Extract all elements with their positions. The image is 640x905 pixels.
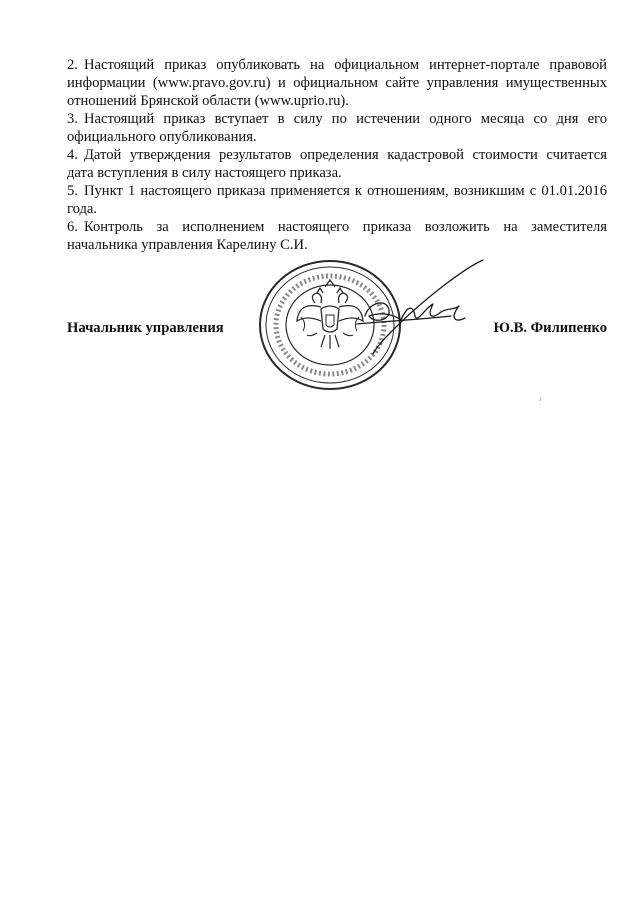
clause-number: 5. bbox=[67, 183, 78, 199]
clause-number: 3. bbox=[67, 111, 78, 127]
clause-number: 6. bbox=[67, 219, 78, 235]
signatory-title: Начальник управления bbox=[67, 320, 224, 336]
clause-text: Пункт 1 настоящего приказа применяется к отношениям, возникшим с 01.01.2016 года. bbox=[67, 183, 607, 217]
scan-artifact bbox=[540, 398, 541, 401]
clause-text: Датой утверждения результатов определения кадастровой стоимости считается дата вступления в силу настоящего приказа. bbox=[67, 147, 607, 181]
signature-block bbox=[67, 320, 607, 340]
clause-2 bbox=[67, 56, 607, 110]
signature-icon bbox=[355, 258, 490, 358]
clause-text: Настоящий приказ вступает в силу по истечении одного месяца со дня его официального опубликования. bbox=[67, 111, 607, 145]
clause-6 bbox=[67, 218, 607, 254]
clause-number: 2. bbox=[67, 57, 78, 73]
clause-number: 4. bbox=[67, 147, 78, 163]
clause-3 bbox=[67, 110, 607, 146]
order-clauses bbox=[67, 56, 607, 254]
clause-4 bbox=[67, 146, 607, 182]
clause-5 bbox=[67, 182, 607, 218]
clause-text: Настоящий приказ опубликовать на официальном интернет-портале правовой информации (www.pravo.gov.ru) и официальном сайте управления имущественных отношений Брянской области (www.uprio.ru). bbox=[67, 57, 607, 109]
clause-text: Контроль за исполнением настоящего приказа возложить на заместителя начальника управления Карелину С.И. bbox=[67, 219, 607, 253]
signatory-name: Ю.В. Филипенко bbox=[493, 320, 607, 336]
